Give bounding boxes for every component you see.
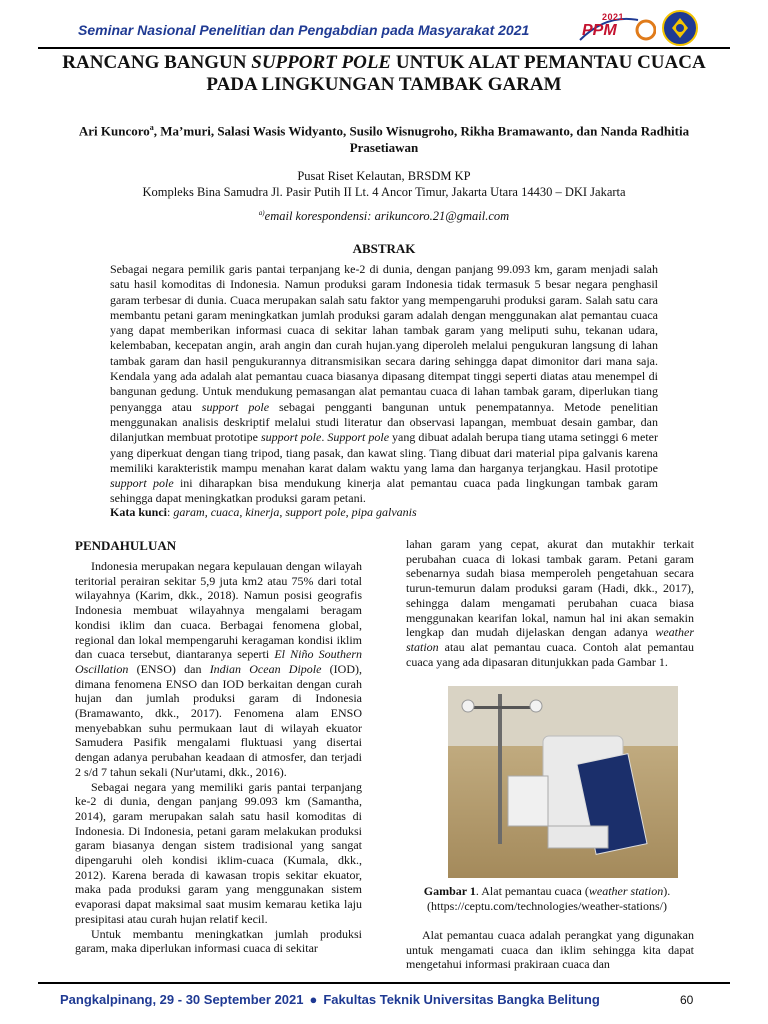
intro-paragraph-3-continued	[406, 537, 694, 669]
intro-italic: Indian Ocean Dipole	[209, 661, 322, 676]
figure-caption	[400, 884, 694, 914]
title-part-1: RANCANG BANGUN	[62, 52, 252, 73]
abstract-text: sebagai pengganti bangunan untuk penempatannya. Metode penelitian menggunakan analisis deskriptif melalui studi literatur dan observasi lapangan, membuat desain gambar, dan dilanjutkan membuat prototipe	[110, 399, 658, 445]
abstract-italic: support pole	[110, 476, 174, 491]
email-superscript: a)	[258, 209, 265, 217]
abstract-heading: ABSTRAK	[352, 241, 416, 256]
caption-text: . Alat pemantau cuaca (	[475, 884, 589, 898]
intro-paragraph-4: Alat pemantau cuaca adalah perangkat yang digunakan untuk mengamati cuaca dan iklim sehingga kita dapat mengetahui informasi prakiraan cuaca dan	[406, 928, 694, 972]
intro-text: (ENSO) dan	[128, 661, 210, 676]
title-part-2: UNTUK ALAT PEMANTAU CUACA PADA LINGKUNGAN TAMBAK GARAM	[206, 52, 706, 95]
intro-italic: El Niño Southern Oscillation	[75, 647, 362, 676]
abstract-italic: support pole	[201, 399, 270, 414]
intro-text: lahan garam yang cepat, akurat dan mutakhir terkait perubahan cuaca di lokasi tambak garam. Petani garam sebenarnya sudah biasa memperoleh pengetahuan secara turun-temurun dalam produksi garam (Hadi, dkk., 2017), sehingga dalam mengamati perubahan cuaca biasa menggunakan kearifan lokal, namun hal ini akan semakin lengkap dan mudah dijelaskan dengan adanya	[406, 537, 694, 640]
correspondence-email	[38, 205, 730, 224]
header-rule	[38, 47, 730, 49]
author-superscript: a	[149, 123, 154, 132]
caption-italic: weather station	[588, 884, 664, 898]
abstract-italic: support pole	[261, 430, 322, 445]
university-emblem-icon	[664, 12, 696, 44]
other-authors: , Ma’muri, Salasi Wasis Widyanto, Susilo Wisnugroho, Rikha Bramawanto, dan Nanda Radhitia Prasetiawan	[153, 123, 690, 156]
intro-text: Indonesia merupakan negara kepulauan dengan wilayah teritorial perairan sekitar 5,9 juta km2 atau 75% dari total wilayahnya (Karim, dkk., 2018). Namun posisi geografis Indonesia membuat wilayahnya mengalami beragam kondisi iklim dan cuaca. Berbagai fenomena global, regional dan lokal mempengaruhi keragaman kondisi iklim dan cuaca tersebut, diantaranya seperti	[75, 559, 362, 662]
right-column-top	[406, 537, 694, 669]
university-logo	[662, 10, 698, 46]
intro-paragraph-1	[75, 559, 362, 780]
abstract-text: yang dibuat adalah berupa tiang utama setinggi 6 meter yang diperkuat dengan tiang tripod, tiang pasak, dan kawat sling. Tiang dibuat dari material pipa galvanis karena memiliki karakteristik mampu menahan karat dalam waktu yang lama dan harganya terjangkau. Hasil prototipe	[110, 430, 658, 475]
seminar-logo-year: 2021	[602, 12, 625, 22]
first-author: Ari Kuncoro	[78, 123, 150, 139]
abstract-italic: Support pole	[327, 430, 390, 445]
section-heading-introduction: PENDAHULUAN	[75, 538, 177, 553]
author-list	[60, 119, 708, 156]
right-column-bottom	[406, 928, 694, 972]
intro-text: (IOD), dimana fenomena ENSO dan IOD berkaitan dengan curah hujan dan jumlah produksi garam di Indonesia (Bramawanto, dkk., 2017). Fenomena alam ENSO menyebabkan suhu permukaan laut di wilayah ekuator Samudera Pasifik mengalami fluktuasi yang disertai dengan adanya perubahan keadaan di atmosfer, dan terjadi 2 s/d 7 tahun sekali (Nur'utami, dkk., 2016).	[75, 661, 362, 779]
paper-title	[38, 52, 730, 96]
intro-paragraph-2: Sebagai negara yang memiliki garis pantai terpanjang ke-2 di dunia, dengan panjang 99.093 km (Samantha, 2014), garam merupakan salah satu hasil komoditas di Indonesia. Di Indonesia, petani garam melakukan produksi garam biasanya dengan sistem tradisional yang sangat dipengaruhi oleh kondisi iklim-cuaca (Kumala, dkk., 2012). Karena berada di kawasan tropis sekitar ekuator, maka pada produksi garam yang menggunakan sistem evaporasi dapat maksimal saat musim kemarau ketika laju presipitasi atau curah hujan relatif kecil.	[75, 779, 362, 926]
footer-location-date: Pangkalpinang, 29 - 30 September 2021	[60, 992, 304, 1007]
title-italic: SUPPORT POLE	[251, 52, 392, 73]
page-number: 60	[680, 993, 694, 1007]
footer-rule	[38, 982, 730, 984]
weather-station-figure	[448, 686, 678, 878]
bullet-icon: ●	[309, 992, 318, 1007]
caption-text: ).	[663, 884, 671, 898]
intro-paragraph-3: Untuk membantu meningkatkan jumlah produksi garam, maka diperlukan informasi cuaca di sekitar	[75, 926, 362, 956]
conference-title: Seminar Nasional Penelitian dan Pengabdian pada Masyarakat 2021	[78, 22, 530, 38]
seminar-logo	[576, 10, 656, 46]
footer-text	[60, 992, 640, 1007]
caption-label: Gambar 1	[423, 884, 476, 898]
intro-text: atau alat pemantau cuaca. Contoh alat pemantau cuaca yang ada dipasaran ditunjukkan pada Gambar 1.	[406, 639, 694, 669]
weather-station-image	[448, 686, 678, 878]
abstract-text: ini diharapkan bisa mendukung kinerja alat pemantau cuaca pada lingkungan tambak garam sehingga dapat meningkatkan produksi garam petani.	[110, 476, 658, 506]
keywords: Kata kunci: garam, cuaca, kinerja, support pole, pipa galvanis	[110, 505, 417, 519]
left-column	[75, 559, 362, 956]
affiliation-address: Kompleks Bina Samudra Jl. Pasir Putih II Lt. 4 Ancor Timur, Jakarta Utara 14430 – DKI Jakarta	[142, 185, 626, 199]
keywords-label: Kata kunci	[110, 505, 168, 519]
keywords-list: garam, cuaca, kinerja, support pole, pipa galvanis	[173, 505, 417, 519]
footer-institution: Fakultas Teknik Universitas Bangka Belitung	[323, 992, 600, 1007]
abstract-text: Sebagai negara pemilik garis pantai terpanjang ke-2 di dunia, dengan panjang 99.093 km, garam menjadi salah satu hasil komoditas di Indonesia. Namun produksi garam Indonesia tidak termasuk 5 besar negara penghasil garam terbesar di dunia. Cuaca merupakan salah satu faktor yang mempengaruhi produksi garam. Salah satu cara membantu petani garam meningkatkan jumlah produksi garam adalah dengan menggunakan alat pemantau cuaca yang dapat memberikan informasi cuaca di sekitar lahan tambak garam yang meliputi suhu, tekanan udara, kelembaban, kecepatan angin, arah angin dan curah hujan.yang diperoleh melalui pengukuran langsung di lahan tambak garam dan hasil pengukurannya ditransmisikan secara daring sehingga dapat dimonitor dari mana saja. Kendala yang ada adalah alat pemantau cuaca biasanya dipasang ditempat tinggi seperti diatas atau menempel di bangunan gedung. Untuk mendukung pemasangan alat pemantau cuaca di lahan tambak garam, diperlukan tiang penyangga atau	[110, 262, 658, 414]
intro-italic: weather station	[406, 625, 694, 654]
abstract-text: .	[321, 430, 328, 445]
abstract-body	[110, 262, 658, 507]
caption-url: (https://ceptu.com/technologies/weather-stations/)	[426, 899, 668, 913]
seminar-logo-text: PPM	[582, 22, 617, 39]
affiliation-institute: Pusat Riset Kelautan, BRSDM KP	[297, 169, 471, 183]
email-text: email korespondensi: arikuncoro.21@gmail.com	[264, 209, 510, 224]
